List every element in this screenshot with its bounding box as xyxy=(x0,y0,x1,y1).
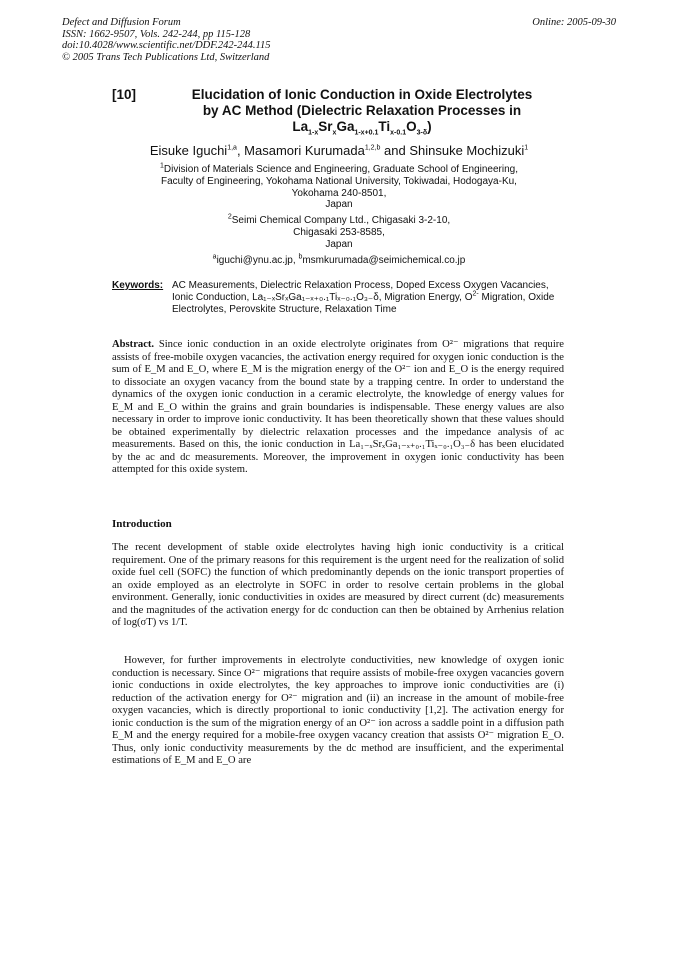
keywords-label: Keywords: xyxy=(112,280,164,291)
keywords-text: AC Measurements, Dielectric Relaxation Process, Doped Excess Oxygen Vacancies, Ionic Conduction, La₁₋ₓSrₓGa₁₋ₓ₊₀.₁Tiₓ₋₀.₁O₃₋δ, Migration Energy, $O^{2-}$ Migration, Oxide Electrolytes, Perovskite Structure, Relaxation Time xyxy=(172,280,555,315)
title-line-2: by AC Method (Dielectric Relaxation Processes in xyxy=(202,103,522,118)
title-line-1: Elucidation of Ionic Conduction in Oxide Electrolytes xyxy=(191,87,533,102)
online-date: Online: 2005-09-30 xyxy=(532,17,616,28)
affiliation-2: $^2$Seimi Chemical Company Ltd., Chigasaki 3-2-10, Chigasaki 253-8585, Japan xyxy=(227,213,451,250)
introduction-paragraph-1: The recent development of stable oxide electrolytes having high ionic conductivity is a critical requirement. One of the primary reasons for this requirement is the urgent need for the realization of solid oxide fuel cell (SOFC) the function of which predominantly depends on the ionic transport properties of an oxide employed as an electrolyte in SOFC in order to resolve certain problems in the global environment. Generally, ionic conductivities in oxides are measured by direct current (dc) measurements and the magnitudes of the activation energy for dc conduction can then be obtained by Arrhenius relation of log(σT) vs 1/T. xyxy=(112,542,564,628)
email-b[interactable]: msmkurumada@seimichemical.co.jp xyxy=(302,255,466,266)
author-1: Eisuke Iguchi xyxy=(149,143,228,158)
journal-name: Defect and Diffusion Forum xyxy=(62,17,181,28)
journal-issn: ISSN: 1662-9507, Vols. 242-244, pp 115-128 xyxy=(62,28,251,40)
affiliation-1: $^1$Division of Materials Science and Engineering, Graduate School of Engineering, Faculty of Engineering, Yokohama National University, Tokiwadai, Hodogaya-Ku, Yokohama 240-8501, Japan xyxy=(159,162,518,211)
title-formula: $La_{1-x}Sr_xGa_{1-x+0.1}Ti_{x-0.1}O_{3-\delta}$) xyxy=(292,119,432,137)
introduction-paragraph-2: However, for further improvements in electrolyte conductivities, new knowledge of oxygen ionic conduction is necessary. Since O²⁻ migrations that require assists of mobile-free oxygen vacancies govern ionic conductions in oxide electrolytes, the key approaches to improve ionic conductivities are (i) reduction of the activation energy for O²⁻ migration and (ii) an increase in the amount of mobile-free oxygen vacancies, which is directly proportional to ionic conductivity [1,2]. The activation energy for ionic conduction is the sum of the migration energy of an O²⁻ ion across a saddle point in a diffusion path E_M and the energy required for a mobile-free oxygen vacancy creation that assists O²⁻ migration E_O. Thus, only ionic conductivity measurements by the dc method are insufficient, and the experimental estimations of E_M and E_O are xyxy=(112,655,564,766)
author-emails: $^a$iguchi@ynu.ac.jp, $^b$msmkurumada@seimichemical.co.jp xyxy=(212,253,466,266)
abstract-label: Abstract. xyxy=(112,339,155,350)
introduction-heading: Introduction xyxy=(112,518,172,530)
journal-header xyxy=(62,17,271,63)
author-3: Shinsuke Mochizuki xyxy=(409,143,525,158)
author-2: Masamori Kurumada xyxy=(244,143,365,158)
paper-title xyxy=(162,87,562,135)
email-a[interactable]: iguchi@ynu.ac.jp, xyxy=(216,255,299,266)
author-list: Eisuke Iguchi$^{1,a}$, Masamori Kurumada$^{1,2,b}$ and Shinsuke Mochizuki$^1$ xyxy=(149,143,529,158)
journal-doi[interactable]: doi:10.4028/www.scientific.net/DDF.242-244.115 xyxy=(62,40,271,51)
abstract-text: Since ionic conduction in an oxide electrolyte originates from O²⁻ migrations that require assists of free-mobile oxygen vacancies, the activation energy required for oxygen ionic conduction is the sum of E_M and E_O, where E_M is the migration energy of the O²⁻ ion and E_O is the energy required to dissociate an oxygen vacancy from the bound state by a trapping centre. In order to understand the dynamics of the oxygen ionic conduction in a ceramic electrolyte, the knowledge of energy values for E_M and E_O within the grains and grain boundaries is indispensable. These energy values are also necessary in order to improve ionic conductivity. It has been theoretically shown that these values should be obtained experimentally by dielectric relaxation processes and the impedance analysis of ac measurements. Based on this, the ionic conduction in La₁₋ₓSrₓGa₁₋ₓ₊₀.₁Tiₓ₋₀.₁O₃₋δ has been elucidated by the ac and dc measurements. Moreover, the improvement in oxygen ionic conductivity has been attempted for this oxide system. xyxy=(112,339,564,475)
reference-number: [10] xyxy=(112,87,137,102)
journal-copyright: © 2005 Trans Tech Publications Ltd, Switzerland xyxy=(62,51,270,63)
abstract xyxy=(112,339,564,477)
